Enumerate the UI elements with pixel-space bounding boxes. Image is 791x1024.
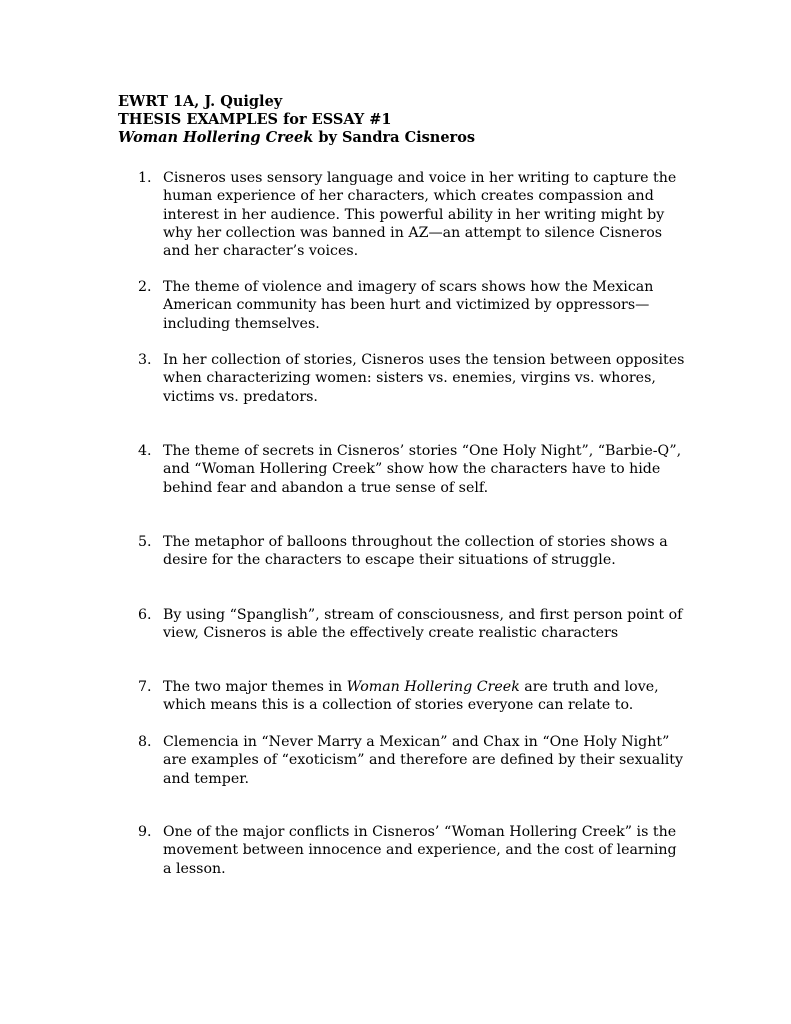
item-number: 3. [138, 352, 152, 368]
list-item [118, 278, 688, 333]
item-text-end: are truth and love, which means this is a collection of stories everyone can relate to. [163, 679, 659, 714]
list-item [118, 533, 688, 570]
item-number: 7. [138, 679, 152, 695]
item-text-start: The two major themes in [163, 679, 347, 695]
item-text [163, 678, 688, 715]
book-line [118, 129, 718, 147]
item-text: The metaphor of balloons throughout the collection of stories shows a desire for the characters to escape their situations of struggle. [163, 534, 668, 569]
book-author: by Sandra Cisneros [313, 129, 476, 146]
item-number: 8. [138, 734, 152, 750]
list-item [118, 442, 688, 497]
book-title: Woman Hollering Creek [118, 129, 314, 146]
item-number: 1. [138, 170, 152, 186]
item-number: 4. [138, 443, 152, 459]
list-item [118, 678, 688, 715]
item-text: Cisneros uses sensory language and voice in her writing to capture the human experience of her characters, which creates compassion and interest in her audience. This powerful ability in her writing might by why her collection was banned in AZ—an attempt to silence Cisneros and her character’s voices. [163, 170, 677, 260]
document-header [118, 93, 718, 147]
course-line: EWRT 1A, J. Quigley [118, 93, 283, 110]
item-text: The theme of secrets in Cisneros’ stories “One Holy Night”, “Barbie-Q”, and “Woman Hollering Creek” show how the characters have to hide behind fear and abandon a true sense of self. [163, 443, 682, 496]
list-item [118, 733, 688, 788]
item-number: 9. [138, 824, 152, 840]
document-title: THESIS EXAMPLES for ESSAY #1 [118, 111, 392, 128]
item-number: 6. [138, 607, 152, 623]
list-item [118, 351, 688, 406]
item-number: 5. [138, 534, 152, 550]
item-text: The theme of violence and imagery of scars shows how the Mexican American community has been hurt and victimized by oppressors—including themselves. [163, 279, 654, 332]
list-item [118, 823, 688, 878]
list-item [118, 169, 688, 260]
item-text-italic: Woman Hollering Creek [346, 679, 520, 695]
item-text: By using “Spanglish”, stream of consciousness, and first person point of view, Cisneros is able the effectively create realistic characters [163, 607, 683, 642]
item-text: Clemencia in “Never Marry a Mexican” and Chax in “One Holy Night” are examples of “exoticism” and therefore are defined by their sexuality and temper. [163, 734, 684, 787]
item-number: 2. [138, 279, 152, 295]
item-text: One of the major conflicts in Cisneros’ “Woman Hollering Creek” is the movement between innocence and experience, and the cost of learning a lesson. [163, 824, 677, 877]
item-text: In her collection of stories, Cisneros uses the tension between opposites when characterizing women: sisters vs. enemies, virgins vs. whores, victims vs. predators. [163, 352, 685, 405]
list-item [118, 606, 688, 643]
